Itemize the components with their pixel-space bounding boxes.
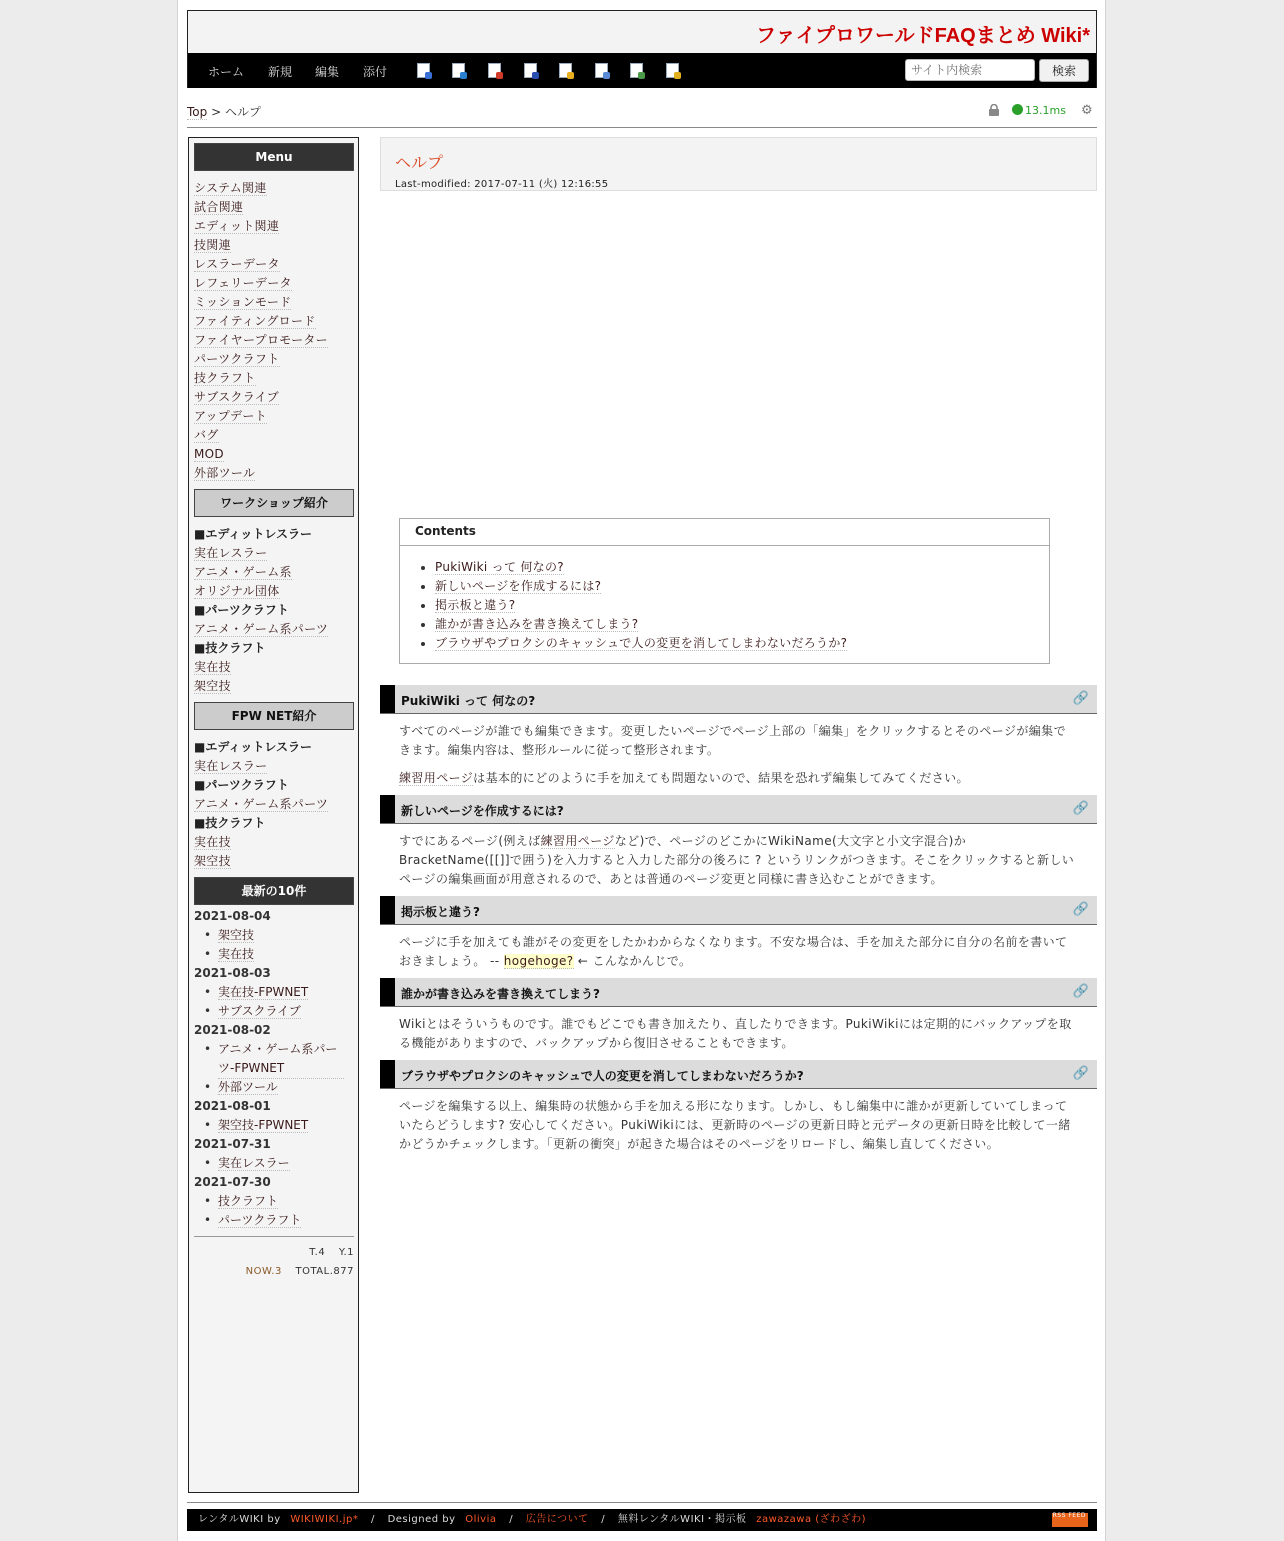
recent-item-link[interactable]: 架空技 (218, 928, 255, 942)
sidebar-item[interactable] (194, 852, 354, 871)
sidebar-item-link[interactable]: アニメ・ゲーム系パーツ (194, 797, 329, 811)
list-icon[interactable] (630, 63, 643, 78)
page-container (177, 0, 1106, 1541)
zawazawa-link[interactable]: zawazawa (ざわざわ) (756, 1514, 867, 1525)
sidebar-item[interactable] (194, 757, 354, 776)
sidebar-menu-item-link[interactable]: 試合関連 (194, 200, 244, 214)
recent-date: 2021-08-02 (194, 1023, 271, 1037)
link-icon[interactable]: 🔗 (1072, 691, 1089, 706)
recent-date: 2021-08-04 (194, 909, 271, 923)
recent-date: 2021-08-01 (194, 1099, 271, 1113)
sidebar-menu-item-link[interactable]: ミッションモード (194, 295, 292, 309)
sidebar-menu-item[interactable] (194, 445, 354, 464)
hogehoge-link[interactable]: hogehoge? (503, 954, 574, 968)
toc-link[interactable]: 掲示板と違う? (435, 598, 516, 612)
breadcrumb-top-link[interactable]: Top (187, 105, 208, 119)
nav-bar (188, 53, 1096, 88)
toc-item[interactable] (435, 596, 1049, 615)
sidebar-menu-item[interactable] (194, 236, 354, 255)
sidebar-category-label: ■エディットレスラー (194, 740, 313, 754)
sidebar-menu-item-link[interactable]: アップデート (194, 409, 267, 423)
section-heading: 掲示板と違う? 🔗 (380, 896, 1097, 925)
section-body: すでにあるページ(例えば練習用ページなど)で、ページのどこかにWikiName(大文字と小文字混合)かBracketName([[]]で囲う)を入力すると入力した部分の後ろに ? というリンクがつきます。そこをクリックすると新しいページの編集画面が用意されるので、あとは普通のページ変更と同様に書き込むことができます。 (399, 834, 1075, 886)
toc-item[interactable] (435, 615, 1049, 634)
diff-icon[interactable] (488, 63, 501, 78)
counter-yesterday: Y.1 (338, 1247, 354, 1258)
sidebar-menu-item-link[interactable]: エディット関連 (194, 219, 280, 233)
sidebar-item-link[interactable]: 実在技 (194, 660, 231, 674)
divider (187, 127, 1097, 128)
sidebar-menu-item-link[interactable]: ファイティングロード (194, 314, 316, 328)
recent-item-link[interactable]: 実在技 (218, 947, 255, 961)
toc-list (400, 558, 1049, 653)
lock-icon[interactable] (989, 104, 999, 116)
breadcrumb-current: ヘルプ (224, 105, 261, 119)
section-body: ページに手を加えても誰がその変更をしたかわからなくなります。不安な場合は、手を加えた部分に自分の名前を書いておきましょう。 -- hogehoge? ← こんなかんじで。 (399, 935, 1068, 968)
recent-date: 2021-08-03 (194, 966, 271, 980)
site-title[interactable]: ファイプロワールドFAQまとめ Wiki* (756, 25, 1090, 47)
search-button[interactable]: 検索 (1039, 59, 1089, 82)
sidebar-item-link[interactable]: 実在技 (194, 835, 231, 849)
section-heading: 誰かが書き込みを書き換えてしまう? 🔗 (380, 978, 1097, 1007)
nav-edit-link[interactable]: 編集 (315, 65, 340, 79)
recent-item-link[interactable]: 外部ツール (218, 1080, 278, 1094)
site-footer: レンタルWIKI by WIKIWIKI.jp* / Designed by Olivia / 広告について / 無料レンタルWIKI・掲示板 zawazawa (ざわざわ) RSS FEED (187, 1509, 1097, 1531)
recent-item-link[interactable]: 技クラフト (218, 1194, 279, 1208)
recent-item[interactable] (194, 1192, 354, 1211)
sidebar-menu-item[interactable] (194, 293, 354, 312)
section-bbs (380, 896, 1097, 980)
sidebar-menu-item[interactable] (194, 198, 354, 217)
recent-item-link[interactable]: 架空技-FPWNET (218, 1118, 309, 1132)
sidebar-menu-item[interactable] (194, 350, 354, 369)
recent-item-link[interactable]: パーツクラフト (218, 1213, 302, 1227)
toc-heading: Contents (400, 519, 1049, 546)
recent-item[interactable] (194, 945, 354, 964)
link-icon[interactable]: 🔗 (1072, 1066, 1089, 1081)
breadcrumb-separator: > (211, 105, 222, 119)
last-modified: Last-modified: 2017-07-11 (火) 12:16:55 (395, 179, 609, 190)
sidebar-item[interactable] (194, 677, 354, 696)
speedometer-icon (1012, 104, 1023, 115)
sidebar-menu-item-link[interactable]: レフェリーデータ (194, 276, 292, 290)
link-icon[interactable]: 🔗 (1072, 984, 1089, 999)
recent-item[interactable] (194, 983, 354, 1002)
reload-icon[interactable] (452, 63, 465, 78)
search-input[interactable] (905, 59, 1035, 81)
sidebar-item-link[interactable]: アニメ・ゲーム系パーツ (194, 622, 329, 636)
section-heading: 新しいページを作成するには? 🔗 (380, 795, 1097, 824)
sidebar-menu-item-link[interactable]: レスラーデータ (194, 257, 280, 271)
sidebar-menu-item[interactable] (194, 331, 354, 350)
sidebar-menu-item[interactable] (194, 407, 354, 426)
practice-page-link[interactable]: 練習用ページ (399, 771, 474, 785)
sidebar-category-label: ■技クラフト (194, 816, 266, 830)
backup-icon[interactable] (524, 63, 537, 78)
site-header (187, 10, 1097, 88)
sidebar-item-link[interactable]: 架空技 (194, 679, 231, 693)
toc-item[interactable] (435, 634, 1049, 653)
sidebar-menu-item-link[interactable]: システム関連 (194, 181, 267, 195)
sidebar-menu-item[interactable] (194, 274, 354, 293)
sidebar-category-label: ■パーツクラフト (194, 603, 289, 617)
breadcrumb (187, 103, 261, 120)
sidebar-item-link[interactable]: 実在レスラー (194, 546, 268, 560)
ad-link[interactable]: 広告について (525, 1514, 589, 1525)
rss-feed-icon[interactable]: RSS FEED (1052, 1513, 1088, 1527)
section-overwrite (380, 978, 1097, 1062)
title-box (380, 137, 1097, 191)
counter-today: T.4 (309, 1247, 326, 1258)
section-heading: ブラウザやプロクシのキャッシュで人の変更を消してしまわないだろうか? 🔗 (380, 1060, 1097, 1089)
sidebar-item[interactable] (194, 582, 354, 601)
sidebar-item[interactable] (194, 795, 354, 814)
sidebar-item[interactable] (194, 620, 354, 639)
sidebar-item-link[interactable]: 架空技 (194, 854, 231, 868)
toc-link[interactable]: 誰かが書き込みを書き換えてしまう? (435, 617, 639, 631)
sidebar-menu-item-link[interactable]: ファイヤープロモーター (194, 333, 328, 347)
render-time: 13.1ms (1012, 104, 1066, 117)
counter-row (194, 1243, 354, 1262)
section-new-page (380, 795, 1097, 898)
sidebar-menu-item[interactable] (194, 179, 354, 198)
recent-item[interactable] (194, 1040, 354, 1078)
workshop-heading: ワークショップ紹介 (194, 489, 354, 517)
sidebar-menu-item-link[interactable]: 外部ツール (194, 466, 256, 480)
nav-home-link[interactable]: ホーム (208, 65, 245, 79)
section-body: すべてのページが誰でも編集できます。変更したいページでページ上部の「編集」をクリックするとそのページが編集できます。編集内容は、整形ルールに従って整形されます。 練習用ページは基本的にどのように手を加えても問題ないので、結果を恐れず編集してみてください。 (399, 724, 1066, 785)
sidebar (188, 137, 359, 1493)
sidebar-item-link[interactable]: オリジナル団体 (194, 584, 280, 598)
section-cache (380, 1060, 1097, 1163)
sidebar-item[interactable] (194, 833, 354, 852)
section-body: Wikiとはそういうものです。誰でもどこでも書き加えたり、直したりできます。PukiWikiには定期的にバックアップを取る機能がありますので、バックアップから復旧させることもできます。 (399, 1017, 1072, 1050)
toc-link[interactable]: 新しいページを作成するには? (435, 579, 602, 593)
recent-item[interactable] (194, 926, 354, 945)
sidebar-item[interactable] (194, 658, 354, 677)
workshop-list (194, 525, 354, 696)
sidebar-menu-item[interactable] (194, 312, 354, 331)
sidebar-item[interactable] (194, 544, 354, 563)
recent-item-link[interactable]: 実在技-FPWNET (218, 985, 309, 999)
copy-icon[interactable] (595, 63, 608, 78)
menu-list (194, 179, 354, 483)
fpwnet-heading: FPW NET紹介 (194, 702, 354, 730)
sidebar-menu-item-link[interactable]: MOD (194, 447, 224, 461)
page-title[interactable]: ヘルプ (395, 153, 444, 172)
sidebar-menu-item-link[interactable]: サブスクライブ (194, 390, 279, 404)
sidebar-category-label: ■技クラフト (194, 641, 266, 655)
sidebar-menu-item-link[interactable]: パーツクラフト (194, 352, 280, 366)
new-page-icon[interactable] (417, 63, 430, 78)
toc-item[interactable] (435, 577, 1049, 596)
divider (187, 1502, 1097, 1503)
counter-now: NOW.3 (245, 1266, 282, 1277)
sidebar-menu-item-link[interactable]: バグ (194, 428, 219, 442)
recent-heading: 最新の10件 (194, 877, 354, 905)
sidebar-item[interactable] (194, 563, 354, 582)
toc-link[interactable]: PukiWiki って 何なの? (435, 560, 564, 574)
section-body: ページを編集する以上、編集時の状態から手を加える形になります。しかし、もし編集中に誰かが更新していてしまっていたらどうします? 安心してください。PukiWikiには、更新時のページの更新日時と元データの更新日時を比較して一緒かどうかチェックします。「更新の衝突」が起きた場合はそのページをリロードし、編集し直してください。 (399, 1099, 1071, 1151)
counter-total: TOTAL.877 (295, 1266, 354, 1277)
sidebar-menu-item-link[interactable]: 技クラフト (194, 371, 256, 385)
sidebar-category-label: ■パーツクラフト (194, 778, 289, 792)
upload-icon[interactable] (559, 63, 572, 78)
section-heading: PukiWiki って 何なの? 🔗 (380, 685, 1097, 714)
divider (194, 1236, 354, 1237)
recent-item[interactable] (194, 1078, 354, 1097)
nav-new-link[interactable]: 新規 (268, 65, 293, 79)
sidebar-item-link[interactable]: 実在レスラー (194, 759, 268, 773)
sidebar-menu-item[interactable] (194, 464, 354, 483)
recent-item-link[interactable]: サブスクライブ (218, 1004, 301, 1018)
help-icon[interactable] (666, 63, 679, 78)
fpwnet-list (194, 738, 354, 871)
link-icon[interactable]: 🔗 (1072, 902, 1089, 917)
sidebar-item-link[interactable]: アニメ・ゲーム系 (194, 565, 292, 579)
recent-item[interactable] (194, 1211, 354, 1230)
recent-item-link[interactable]: アニメ・ゲーム系パーツ-FPWNET (218, 1040, 344, 1079)
recent-date: 2021-07-30 (194, 1175, 271, 1189)
link-icon[interactable]: 🔗 (1072, 801, 1089, 816)
sidebar-menu-item[interactable] (194, 369, 354, 388)
practice-page-link[interactable]: 練習用ページ (540, 834, 615, 848)
recent-item[interactable] (194, 1002, 354, 1021)
recent-item[interactable] (194, 1116, 354, 1135)
sidebar-category-label: ■エディットレスラー (194, 527, 313, 541)
wikiwiki-link[interactable]: WIKIWIKI.jp* (290, 1514, 359, 1525)
recent-date: 2021-07-31 (194, 1137, 271, 1151)
recent-item-link[interactable]: 実在レスラー (218, 1156, 290, 1170)
main-content (380, 137, 1097, 1151)
sidebar-menu-item[interactable] (194, 255, 354, 274)
counter-row (194, 1262, 354, 1281)
sidebar-menu-item[interactable] (194, 388, 354, 407)
gear-icon[interactable]: ⚙ (1081, 103, 1093, 118)
sidebar-menu-item[interactable] (194, 217, 354, 236)
table-of-contents (399, 518, 1050, 664)
toc-link[interactable]: ブラウザやプロクシのキャッシュで人の変更を消してしまわないだろうか? (435, 636, 848, 650)
sidebar-menu-item-link[interactable]: 技関連 (194, 238, 231, 252)
nav-attach-link[interactable]: 添付 (363, 65, 388, 79)
designer-link[interactable]: Olivia (465, 1514, 497, 1525)
toc-item[interactable] (435, 558, 1049, 577)
sidebar-menu-item[interactable] (194, 426, 354, 445)
recent-item[interactable] (194, 1154, 354, 1173)
section-pukiwiki (380, 685, 1097, 797)
menu-heading: Menu (194, 143, 354, 171)
recent-list (194, 907, 354, 1230)
